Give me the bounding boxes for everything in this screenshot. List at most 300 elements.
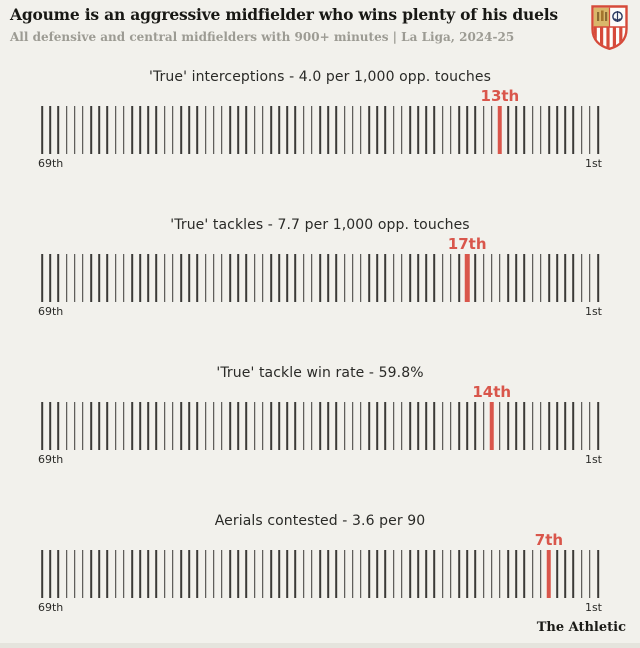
player-bar	[98, 402, 100, 450]
chart-title: Aerials contested - 3.6 per 90	[214, 513, 426, 529]
player-bar	[376, 550, 378, 598]
player-bar	[172, 254, 174, 302]
player-bar	[295, 550, 297, 598]
player-bar	[573, 550, 575, 598]
player-bar	[197, 106, 199, 154]
player-bar	[123, 550, 125, 598]
player-bar	[58, 550, 60, 598]
player-bar	[286, 254, 288, 302]
player-bar	[376, 254, 378, 302]
player-bar	[393, 106, 395, 154]
player-bar	[401, 402, 403, 450]
player-bar	[417, 402, 419, 450]
rank-label-row	[42, 530, 598, 550]
player-bar	[425, 402, 427, 450]
player-bar	[221, 106, 223, 154]
axis-row	[38, 157, 602, 171]
player-bar	[368, 550, 370, 598]
highlighted-player-bar	[547, 550, 552, 598]
player-bar	[123, 254, 125, 302]
axis-label-worst: 69th	[38, 157, 64, 170]
player-bar	[458, 106, 460, 154]
chart-title: 'True' interceptions - 4.0 per 1,000 opp. touches	[149, 69, 491, 85]
player-bar	[573, 402, 575, 450]
player-bar	[515, 254, 517, 302]
player-bar	[246, 550, 248, 598]
player-bar	[327, 106, 329, 154]
player-bar	[434, 550, 436, 598]
player-bar	[278, 254, 280, 302]
player-bar	[221, 550, 223, 598]
player-bar	[74, 254, 76, 302]
player-bar	[327, 402, 329, 450]
player-bar	[41, 254, 43, 302]
player-bar	[311, 550, 313, 598]
player-bar	[49, 550, 51, 598]
player-bar	[205, 550, 207, 598]
player-bar	[344, 550, 346, 598]
player-bar	[515, 402, 517, 450]
player-bar	[98, 550, 100, 598]
player-bar	[82, 402, 84, 450]
player-bar	[90, 402, 92, 450]
player-bar	[532, 106, 534, 154]
player-bar	[417, 106, 419, 154]
player-bar	[262, 402, 264, 450]
player-bar	[597, 402, 599, 450]
player-bar	[376, 106, 378, 154]
player-bar	[573, 106, 575, 154]
player-bar	[515, 550, 517, 598]
player-bar	[254, 550, 256, 598]
player-bar	[589, 402, 591, 450]
player-bar	[466, 402, 468, 450]
player-bar	[311, 106, 313, 154]
player-bar	[246, 106, 248, 154]
rank-strip	[42, 550, 598, 598]
player-bar	[254, 106, 256, 154]
player-bar	[246, 254, 248, 302]
player-bar	[270, 254, 272, 302]
player-bar	[540, 254, 542, 302]
rank-label-row	[42, 86, 598, 106]
player-bar	[164, 254, 166, 302]
player-bar	[573, 254, 575, 302]
chart-title: 'True' tackle win rate - 59.8%	[216, 365, 424, 381]
player-bar	[98, 106, 100, 154]
player-bar	[311, 402, 313, 450]
player-bar	[507, 254, 509, 302]
rank-charts-container	[0, 68, 640, 615]
player-bar	[319, 550, 321, 598]
player-bar	[221, 402, 223, 450]
player-bar	[344, 106, 346, 154]
player-bar	[278, 550, 280, 598]
player-bar	[385, 254, 387, 302]
player-bar	[319, 106, 321, 154]
player-bar	[139, 402, 141, 450]
player-bar	[82, 254, 84, 302]
player-bar	[564, 402, 566, 450]
player-bar	[74, 402, 76, 450]
player-bar	[532, 550, 534, 598]
player-bar	[360, 254, 362, 302]
player-bar	[246, 402, 248, 450]
player-bar	[540, 106, 542, 154]
player-bar	[66, 106, 68, 154]
player-bar	[417, 550, 419, 598]
player-bar	[483, 254, 485, 302]
rank-strip	[42, 106, 598, 154]
player-bar	[450, 402, 452, 450]
player-bar	[589, 106, 591, 154]
player-bar	[147, 550, 149, 598]
player-bar	[564, 550, 566, 598]
player-bar	[393, 550, 395, 598]
player-bar	[66, 550, 68, 598]
player-bar	[164, 550, 166, 598]
player-bar	[205, 106, 207, 154]
player-bar	[434, 254, 436, 302]
player-bar	[197, 550, 199, 598]
player-bar	[303, 550, 305, 598]
player-bar	[147, 106, 149, 154]
player-bar	[352, 550, 354, 598]
player-bar	[352, 402, 354, 450]
player-bar	[90, 106, 92, 154]
player-bar	[303, 106, 305, 154]
player-bar	[507, 106, 509, 154]
player-bar	[131, 106, 133, 154]
player-bar	[409, 254, 411, 302]
player-bar	[425, 254, 427, 302]
player-bar	[303, 254, 305, 302]
player-bar	[172, 106, 174, 154]
player-bar	[131, 254, 133, 302]
player-bar	[434, 402, 436, 450]
page-subtitle: All defensive and central midfielders with 900+ minutes | La Liga, 2024-25	[10, 29, 515, 44]
player-bar	[458, 254, 460, 302]
player-bar	[491, 254, 493, 302]
player-bar	[156, 106, 158, 154]
player-bar	[254, 254, 256, 302]
player-bar	[499, 402, 501, 450]
player-bar	[597, 550, 599, 598]
player-bar	[548, 106, 550, 154]
player-bar	[58, 106, 60, 154]
player-bar	[49, 254, 51, 302]
player-bar	[295, 402, 297, 450]
player-bar	[564, 254, 566, 302]
player-bar	[74, 106, 76, 154]
player-bar	[115, 402, 117, 450]
axis-label-best: 1st	[584, 157, 602, 170]
axis-row	[38, 453, 602, 467]
header	[0, 0, 640, 54]
player-bar	[164, 106, 166, 154]
player-bar	[180, 106, 182, 154]
player-bar	[581, 402, 583, 450]
rank-chart-section	[0, 216, 640, 319]
player-bar	[475, 254, 477, 302]
player-bar	[589, 550, 591, 598]
player-bar	[483, 402, 485, 450]
player-bar	[197, 254, 199, 302]
player-bar	[90, 550, 92, 598]
player-bar	[41, 106, 43, 154]
player-bar	[205, 402, 207, 450]
rank-strip	[42, 254, 598, 302]
player-bar	[564, 106, 566, 154]
player-bar	[229, 106, 231, 154]
player-bar	[278, 106, 280, 154]
player-bar	[147, 402, 149, 450]
player-bar	[180, 402, 182, 450]
player-bar	[180, 254, 182, 302]
player-bar	[466, 550, 468, 598]
player-bar	[524, 550, 526, 598]
player-bar	[540, 402, 542, 450]
player-bar	[262, 106, 264, 154]
axis-row	[38, 601, 602, 615]
axis-label-worst: 69th	[38, 601, 64, 614]
publisher-credit: The Athletic	[536, 620, 626, 635]
player-bar	[139, 106, 141, 154]
player-bar	[368, 106, 370, 154]
highlighted-player-bar	[489, 402, 494, 450]
player-bar	[475, 550, 477, 598]
player-bar	[229, 254, 231, 302]
rank-label: 14th	[472, 383, 512, 401]
player-bar	[336, 550, 338, 598]
player-bar	[548, 254, 550, 302]
player-bar	[458, 550, 460, 598]
rank-chart-section	[0, 68, 640, 171]
rank-strip	[42, 402, 598, 450]
player-bar	[229, 550, 231, 598]
player-bar	[221, 254, 223, 302]
player-bar	[507, 550, 509, 598]
axis-label-best: 1st	[584, 453, 602, 466]
player-bar	[262, 254, 264, 302]
rank-chart-section	[0, 364, 640, 467]
player-bar	[556, 254, 558, 302]
rank-label-row	[42, 234, 598, 254]
player-bar	[213, 254, 215, 302]
player-bar	[524, 254, 526, 302]
player-bar	[156, 550, 158, 598]
player-bar	[360, 550, 362, 598]
player-bar	[442, 254, 444, 302]
rank-label: 17th	[447, 235, 487, 253]
player-bar	[532, 254, 534, 302]
player-bar	[548, 402, 550, 450]
player-bar	[581, 106, 583, 154]
player-bar	[425, 106, 427, 154]
player-bar	[540, 550, 542, 598]
player-bar	[180, 550, 182, 598]
player-bar	[197, 402, 199, 450]
player-bar	[450, 550, 452, 598]
player-bar	[278, 402, 280, 450]
player-bar	[450, 254, 452, 302]
rank-label: 7th	[534, 531, 564, 549]
player-bar	[139, 254, 141, 302]
player-bar	[409, 550, 411, 598]
player-bar	[491, 106, 493, 154]
player-bar	[442, 106, 444, 154]
player-bar	[188, 106, 190, 154]
player-bar	[237, 550, 239, 598]
player-bar	[475, 402, 477, 450]
player-bar	[74, 550, 76, 598]
player-bar	[524, 106, 526, 154]
player-bar	[49, 402, 51, 450]
player-bar	[82, 550, 84, 598]
player-bar	[385, 402, 387, 450]
player-bar	[401, 106, 403, 154]
player-bar	[458, 402, 460, 450]
player-bar	[147, 254, 149, 302]
player-bar	[368, 402, 370, 450]
player-bar	[532, 402, 534, 450]
player-bar	[319, 402, 321, 450]
player-bar	[483, 550, 485, 598]
player-bar	[556, 550, 558, 598]
player-bar	[409, 106, 411, 154]
player-bar	[352, 106, 354, 154]
player-bar	[344, 402, 346, 450]
player-bar	[49, 106, 51, 154]
player-bar	[475, 106, 477, 154]
axis-label-worst: 69th	[38, 305, 64, 318]
player-bar	[164, 402, 166, 450]
rank-label: 13th	[480, 87, 520, 105]
player-bar	[295, 106, 297, 154]
player-bar	[376, 402, 378, 450]
player-bar	[352, 254, 354, 302]
player-bar	[483, 106, 485, 154]
player-bar	[213, 106, 215, 154]
player-bar	[360, 402, 362, 450]
highlighted-player-bar	[498, 106, 503, 154]
player-bar	[385, 550, 387, 598]
player-bar	[344, 254, 346, 302]
player-bar	[442, 402, 444, 450]
player-bar	[188, 402, 190, 450]
player-bar	[213, 402, 215, 450]
header-text	[10, 5, 583, 44]
player-bar	[107, 402, 109, 450]
player-bar	[107, 254, 109, 302]
player-bar	[360, 106, 362, 154]
player-bar	[172, 550, 174, 598]
player-bar	[425, 550, 427, 598]
axis-label-best: 1st	[584, 601, 602, 614]
page-title: Agoume is an aggressive midfielder who wins plenty of his duels	[10, 5, 558, 24]
player-bar	[524, 402, 526, 450]
player-bar	[254, 402, 256, 450]
player-bar	[303, 402, 305, 450]
player-bar	[82, 106, 84, 154]
player-bar	[270, 550, 272, 598]
player-bar	[491, 550, 493, 598]
bottom-band	[0, 643, 640, 648]
player-bar	[385, 106, 387, 154]
player-bar	[172, 402, 174, 450]
player-bar	[556, 106, 558, 154]
player-bar	[115, 106, 117, 154]
highlighted-player-bar	[465, 254, 470, 302]
player-bar	[229, 402, 231, 450]
player-bar	[66, 254, 68, 302]
player-bar	[393, 402, 395, 450]
player-bar	[270, 106, 272, 154]
player-bar	[188, 254, 190, 302]
player-bar	[450, 106, 452, 154]
player-bar	[597, 254, 599, 302]
player-bar	[107, 106, 109, 154]
player-bar	[417, 254, 419, 302]
player-bar	[41, 402, 43, 450]
player-bar	[123, 402, 125, 450]
player-bar	[286, 550, 288, 598]
player-bar	[41, 550, 43, 598]
player-bar	[286, 402, 288, 450]
player-bar	[213, 550, 215, 598]
player-bar	[188, 550, 190, 598]
player-bar	[589, 254, 591, 302]
player-bar	[98, 254, 100, 302]
player-bar	[311, 254, 313, 302]
player-bar	[434, 106, 436, 154]
player-bar	[499, 550, 501, 598]
player-bar	[205, 254, 207, 302]
player-bar	[597, 106, 599, 154]
player-bar	[336, 106, 338, 154]
player-bar	[286, 106, 288, 154]
player-bar	[499, 254, 501, 302]
player-bar	[123, 106, 125, 154]
player-bar	[115, 254, 117, 302]
player-bar	[581, 254, 583, 302]
player-bar	[442, 550, 444, 598]
player-bar	[581, 550, 583, 598]
player-bar	[237, 254, 239, 302]
player-bar	[237, 402, 239, 450]
player-bar	[262, 550, 264, 598]
player-bar	[327, 550, 329, 598]
player-bar	[327, 254, 329, 302]
player-bar	[90, 254, 92, 302]
player-bar	[295, 254, 297, 302]
axis-label-best: 1st	[584, 305, 602, 318]
sevilla-fc-crest-icon	[591, 5, 628, 54]
player-bar	[336, 402, 338, 450]
player-bar	[58, 254, 60, 302]
player-bar	[409, 402, 411, 450]
player-bar	[336, 254, 338, 302]
rank-label-row	[42, 382, 598, 402]
player-bar	[466, 106, 468, 154]
player-bar	[156, 254, 158, 302]
player-bar	[131, 550, 133, 598]
player-bar	[156, 402, 158, 450]
player-bar	[107, 550, 109, 598]
player-bar	[319, 254, 321, 302]
player-bar	[237, 106, 239, 154]
player-bar	[401, 254, 403, 302]
